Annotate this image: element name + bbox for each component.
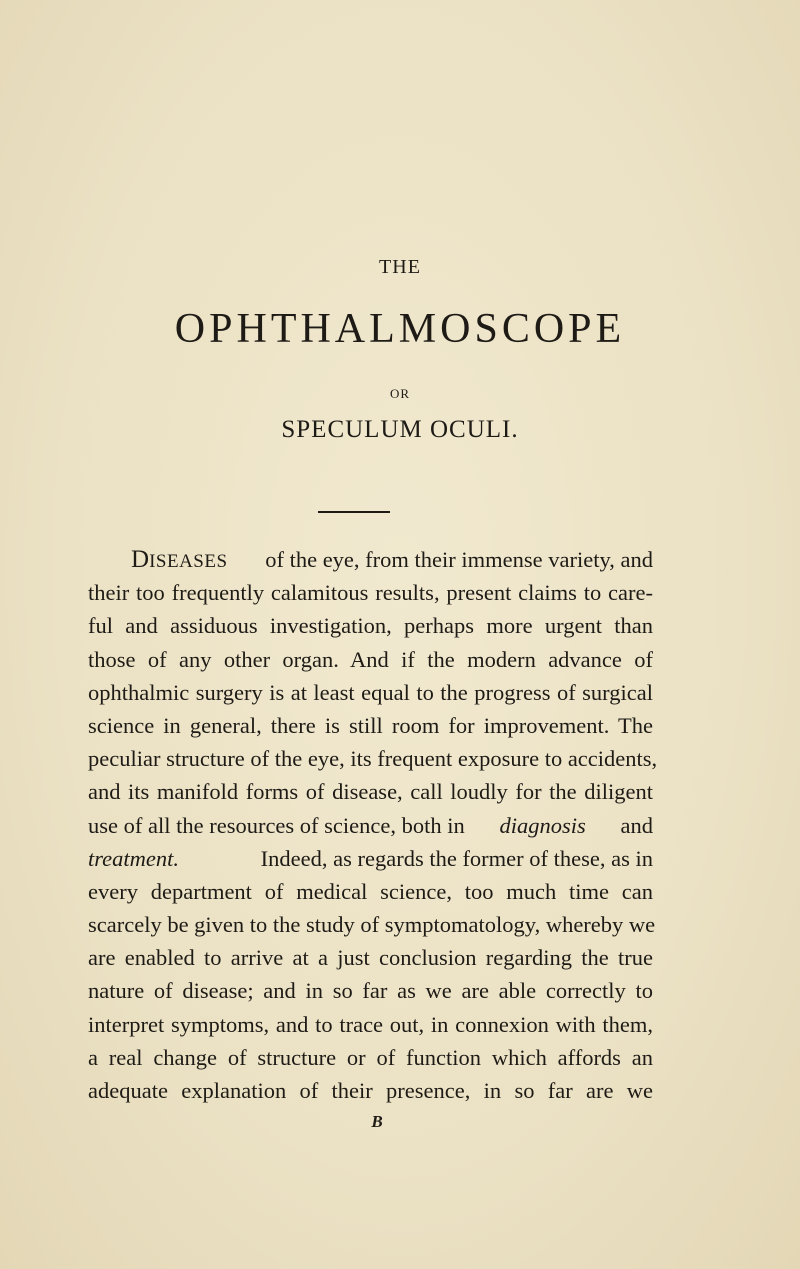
text-line [88,1041,653,1074]
text-fragment: of the eye, from their immense variety, and [265,547,653,572]
text-fragment: their too frequently calamitous results, present claims to care- [88,580,653,606]
text-fragment: peculiar structure of the eye, its frequent exposure to accidents, [88,746,658,772]
text-fragment: scarcely be given to the study of symptomatology, whereby we [88,912,656,938]
signature-mark: B [371,1112,383,1131]
divider-rule [318,511,390,513]
body-paragraph [88,543,658,1107]
text-fragment: science in general, there is still room for improvement. The [88,712,653,738]
text-fragment: are enabled to arrive at a just conclusion regarding the true [88,945,653,971]
heading-the: THE [379,256,421,278]
text-fragment: those of any other organ. And if the modern advance of [88,646,653,672]
text-fragment: use of all the resources of science, both in [88,812,465,838]
text-fragment: and its manifold forms of disease, call loudly for the diligent [88,779,653,805]
text-line [88,609,653,642]
heading-or: OR [389,386,411,401]
text-line [88,676,653,709]
text-line [88,709,653,742]
text-fragment: a real change of structure or of function which affords an [88,1044,653,1070]
text-line [88,1008,653,1041]
text-fragment: interpret symptoms, and to trace out, in connexion with them, [88,1011,653,1037]
text-line [88,576,653,609]
italic-term: treatment. [88,845,180,871]
text-fragment: ful and assiduous investigation, perhaps more urgent than [88,613,653,639]
small-caps-rest: ISEASES [149,551,228,572]
text-fragment: every department of medical science, too much time can [88,878,653,904]
text-line [88,775,653,808]
text-fragment: Indeed, as regards the former of these, as in [260,845,653,871]
text-line [88,543,653,576]
page-subtitle: SPECULUM OCULI. [281,416,519,443]
text-line [88,974,653,1007]
text-fragment: nature of disease; and in so far as we are able correctly to [88,978,653,1004]
text-fragment: and [620,812,653,838]
text-line [88,941,653,974]
text-line [88,908,656,941]
text-line [88,842,653,875]
lead-word [131,543,228,576]
drop-letter: D [131,546,150,573]
text-fragment: ophthalmic surgery is at least equal to the progress of surgical [88,679,653,705]
text-line [88,875,653,908]
text-line [88,1074,653,1107]
page-title: OPHTHALMOSCOPE [174,306,626,352]
text-line [88,742,658,775]
italic-term: diagnosis [499,812,586,838]
text-line [88,809,653,842]
text-fragment: adequate explanation of their presence, in so far are we [88,1078,653,1103]
text-line [88,643,653,676]
